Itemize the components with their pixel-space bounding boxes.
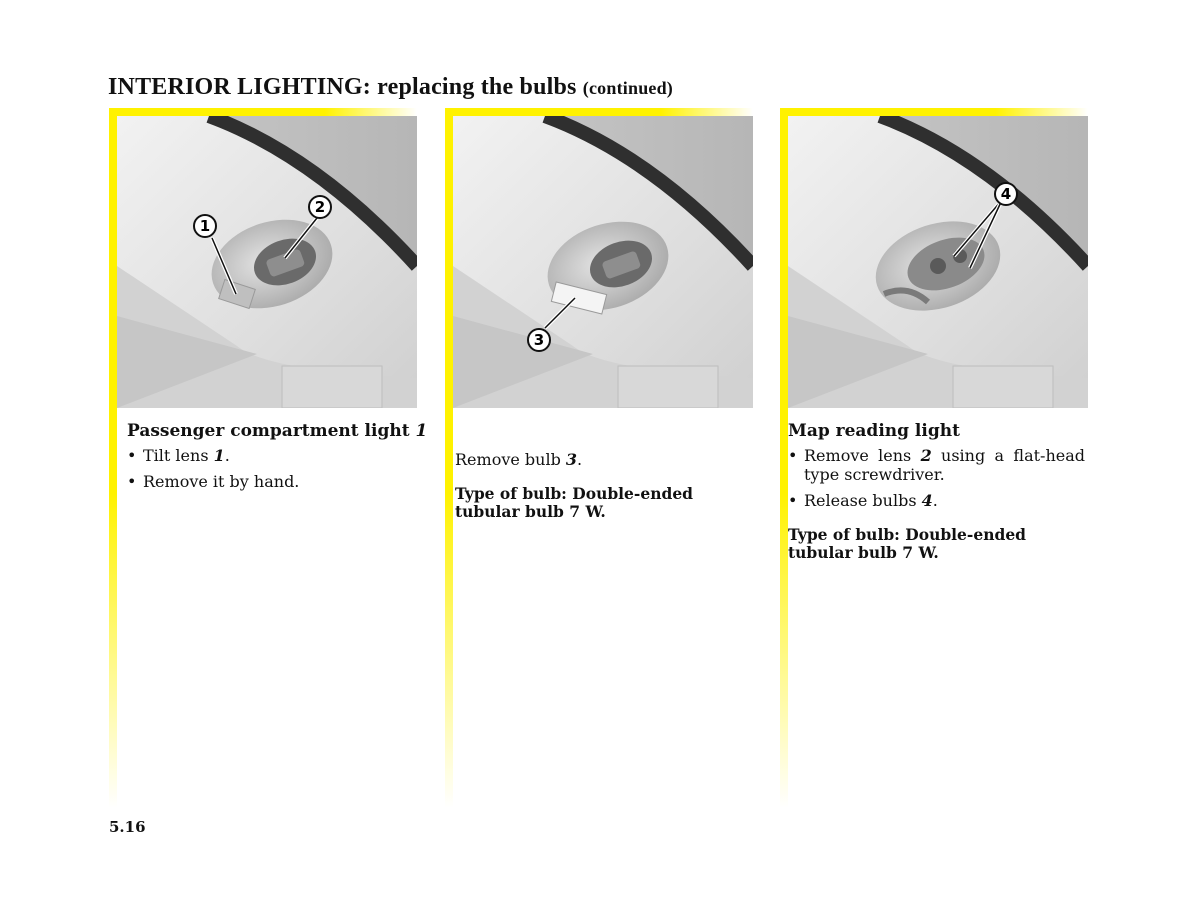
accent-bar-top: [780, 108, 1088, 116]
list-item: • Remove lens 2 using a flat-head type screwdriver.: [788, 446, 1085, 484]
section-heading-passenger: Passenger compartment light 1: [127, 421, 428, 441]
list-item: • Remove it by hand.: [127, 472, 300, 491]
accent-bar-left: [109, 108, 117, 808]
section-heading-map-light: Map reading light: [788, 421, 960, 441]
bullet-icon: •: [788, 446, 798, 465]
bulb-removal-photo: [453, 116, 753, 408]
map-light-photo: [788, 116, 1088, 408]
heading-ref: 1: [415, 421, 428, 441]
accent-bar-top: [445, 108, 753, 116]
panel-1-text: [127, 420, 428, 498]
page-number: 5.16: [109, 818, 146, 836]
panel-map-reading-light: [780, 108, 1088, 808]
bulb-type-note: Type of bulb: Double-ended tubular bulb 7 W.: [455, 484, 694, 521]
list-item: • Release bulbs 4.: [788, 491, 938, 510]
list-item: • Tilt lens 1.: [127, 446, 230, 465]
panel-bulb-removal: [445, 108, 753, 808]
bullet-icon: •: [127, 446, 137, 465]
accent-bar-left: [445, 108, 453, 808]
panel-3-text: [788, 420, 1085, 562]
callout-1-label: 1: [199, 217, 211, 235]
callout-2-label: 2: [314, 198, 326, 216]
panel-passenger-light: [109, 108, 428, 808]
accent-bar-left: [780, 108, 788, 808]
panel-2-text: [455, 450, 737, 521]
callout-4-label: 4: [1000, 185, 1012, 203]
passenger-light-photo: [117, 116, 417, 408]
page-title: [108, 74, 673, 101]
callout-3-label: 3: [533, 331, 545, 349]
accent-bar-top: [109, 108, 417, 116]
bulb-type-note: Type of bulb: Double-ended tubular bulb 7 W.: [788, 525, 1027, 562]
page-title-main: INTERIOR LIGHTING: replacing the bulbs: [108, 74, 577, 100]
bullet-icon: •: [788, 491, 798, 510]
page-title-continued: (continued): [582, 78, 674, 98]
instruction-remove-bulb: Remove bulb 3.: [455, 450, 583, 469]
bullet-icon: •: [127, 472, 137, 491]
